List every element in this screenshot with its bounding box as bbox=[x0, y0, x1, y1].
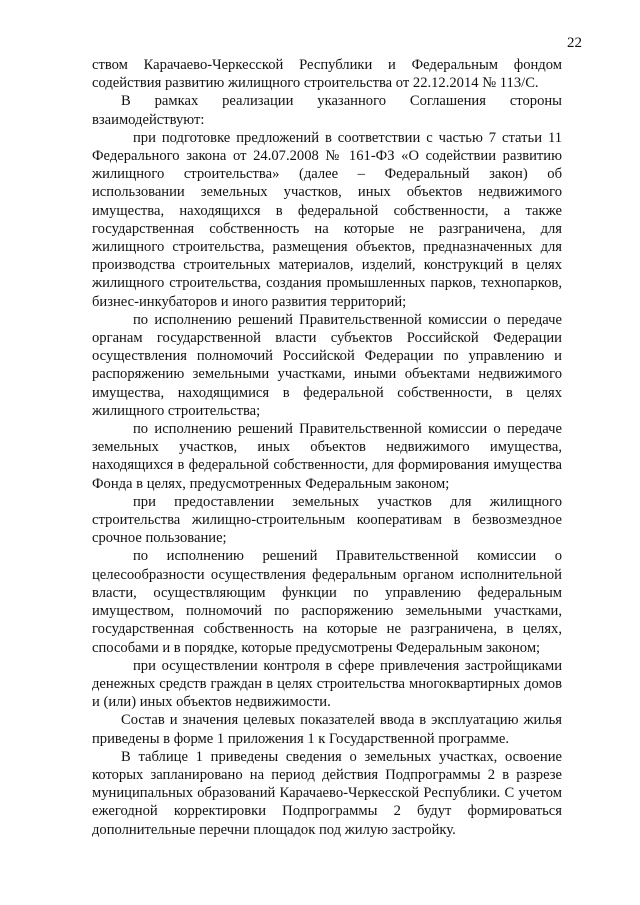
paragraph-cooperative-land-provision: при предоставлении земельных участков для жилищного строительства жилищно-строительным кооперативам в безвозмездное срочное пользование; bbox=[92, 493, 562, 547]
paragraph-table-reference: В таблице 1 приведены сведения о земельных участках, освоение которых запланировано на период действия Подпрограммы 2 в разрезе муниципальных образований Карачаево-Черкесской Республики. С учетом ежегодной корректировки Подпрограммы 2 будут формироваться дополнительные перечни площадок под жилую застройку. bbox=[92, 748, 562, 838]
paragraph-agreement-continuation: ством Карачаево-Черкесской Республики и Федеральным фондом содействия развитию жилищного строительства от 22.12.2014 № 113/С. bbox=[92, 57, 562, 92]
page-number: 22 bbox=[567, 35, 582, 51]
paragraph-target-indicators: Состав и значения целевых показателей ввода в эксплуатацию жилья приведены в форме 1 приложения 1 к Государственной программе. bbox=[92, 712, 562, 747]
paragraph-proposals-preparation: при подготовке предложений в соответствии с частью 7 статьи 11 Федерального закона от 24.07.2008 № 161-ФЗ «О содействии развитию жилищного строительства» (далее – Федеральный закон) об использовании земельных участков, иных объектов недвижимого имущества, находящихся в федеральной собственности, а также государственная собственность на которые не разграничена, для жилищного строительства, размещения объектов, предназначенных для производства строительных материалов, изделий, конструкций в целях жилищного строительства, создания промышленных парков, технопарков, бизнес-инкубаторов и иного развития территорий; bbox=[92, 129, 562, 310]
paragraph-federal-authority-powers: по исполнению решений Правительственной комиссии о целесообразности осуществления федеральным органом исполнительной власти, осуществляющим функции по управлению федеральным имуществом, полномочий по распоряжению земельными участками, государственная собственность на которые не разграничена, в целях, способами и в порядке, которые предусмотрены Федеральным законом; bbox=[92, 548, 562, 656]
paragraph-land-transfer: по исполнению решений Правительственной комиссии о передаче земельных участков, иных объектов недвижимого имущества, находящихся в федеральной собственности, для формирования имущества Фонда в целях, предусмотренных Федеральным законом; bbox=[92, 421, 562, 492]
paragraph-developer-funds-control: при осуществлении контроля в сфере привлечения застройщиками денежных средств граждан в целях строительства многоквартирных домов и (или) иных объектов недвижимости. bbox=[92, 657, 562, 711]
page-body bbox=[92, 56, 562, 839]
paragraph-interaction-intro: В рамках реализации указанного Соглашения стороны взаимодействуют: bbox=[92, 93, 562, 128]
paragraph-transfer-of-powers: по исполнению решений Правительственной комиссии о передаче органам государственной власти субъектов Российской Федерации осуществления полномочий Российской Федерации по управлению и распоряжению земельными участками, иными объектами недвижимого имущества, находящимися в федеральной собственности, в целях жилищного строительства; bbox=[92, 311, 562, 419]
